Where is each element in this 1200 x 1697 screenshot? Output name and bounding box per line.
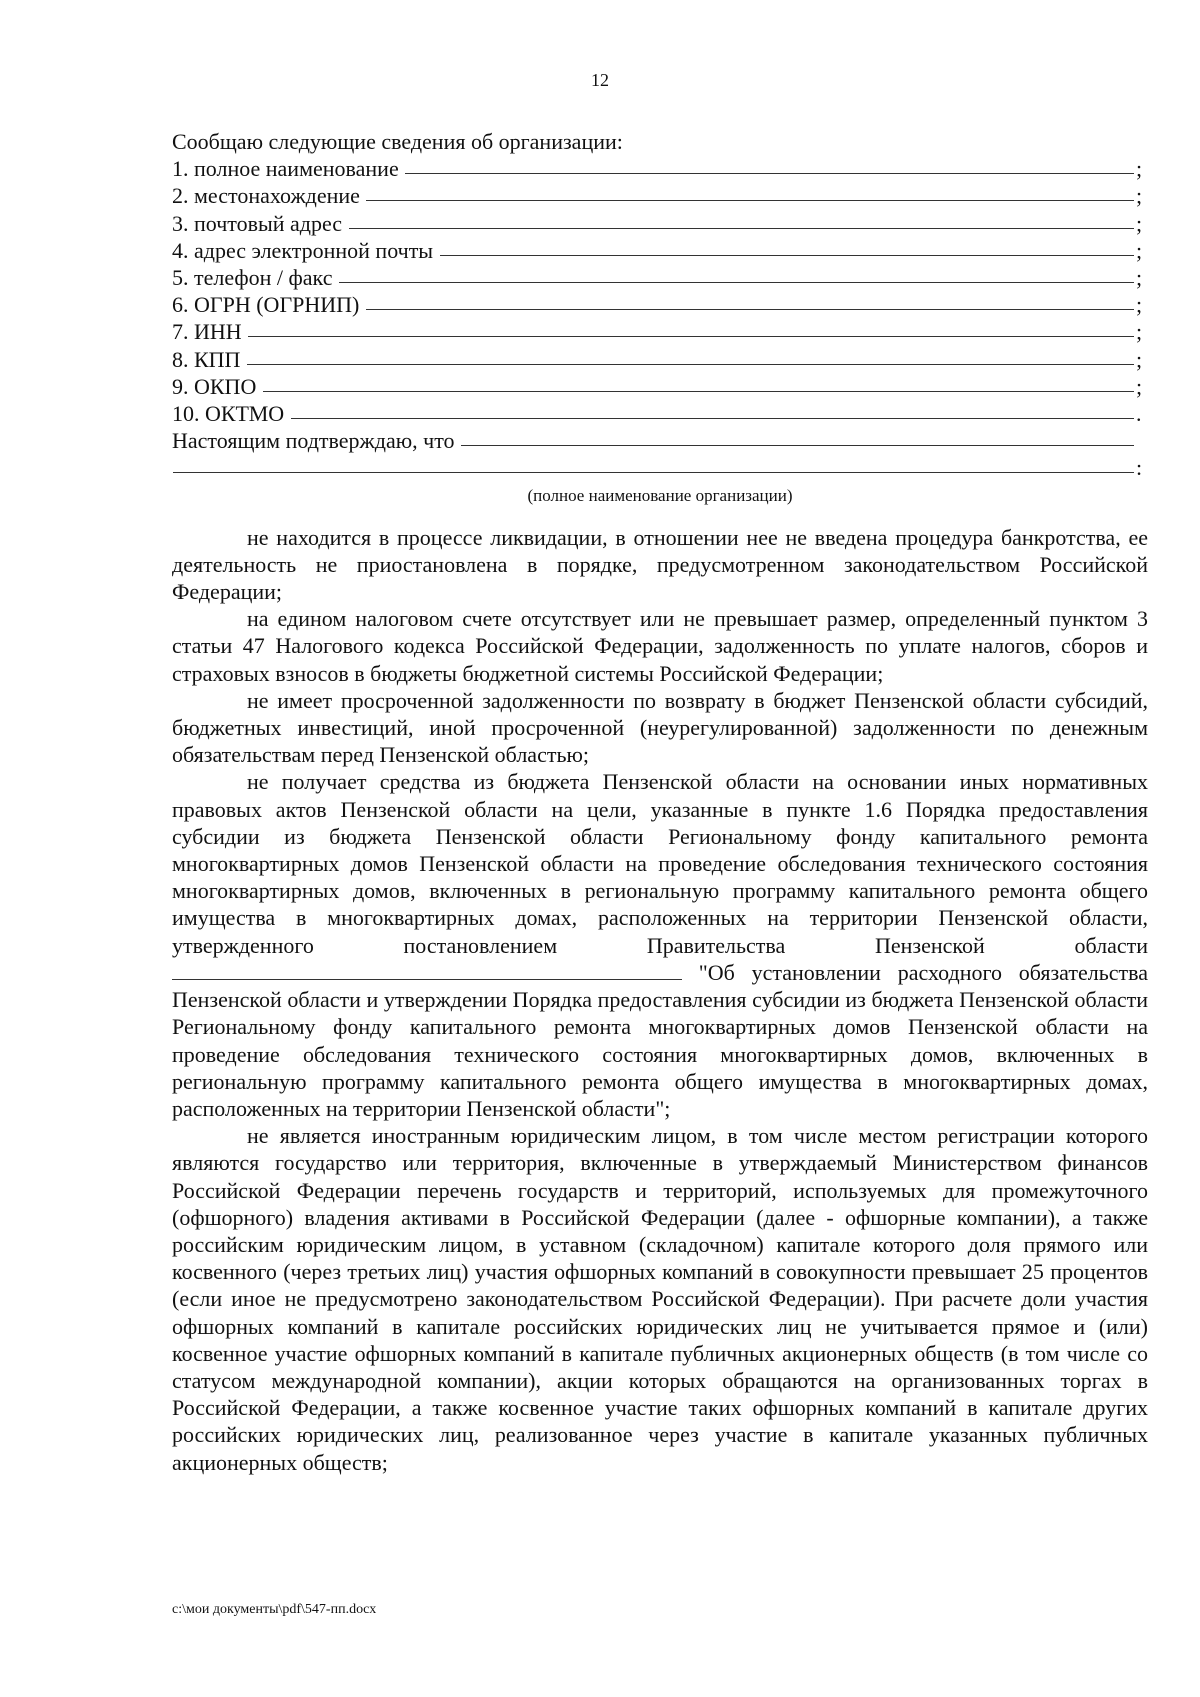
field-label: 4. адрес электронной почты <box>172 237 439 263</box>
fill-in-blank <box>263 373 1134 392</box>
field-line-email <box>172 237 1148 264</box>
field-label: 10. ОКТМО <box>172 401 290 427</box>
confirm-label: Настоящим подтверждаю, что <box>172 428 461 454</box>
field-label: 9. ОКПО <box>172 373 262 399</box>
fill-in-blank <box>291 400 1134 419</box>
organization-name-caption: (полное наименование организации) <box>527 485 793 505</box>
paragraph-budget-funds <box>172 768 1148 1122</box>
fill-in-blank <box>248 318 1134 337</box>
resolution-blank <box>172 963 682 980</box>
field-line-full-name <box>172 155 1148 182</box>
field-label: 1. полное наименование <box>172 156 405 182</box>
field-terminator: ; <box>1136 346 1143 372</box>
document-body <box>172 128 1148 1476</box>
field-label: 3. почтовый адрес <box>172 210 348 236</box>
field-line-phone-fax <box>172 264 1148 291</box>
fill-in-blank <box>405 155 1134 174</box>
field-label: 2. местонахождение <box>172 183 366 209</box>
field-label: 6. ОГРН (ОГРНИП) <box>172 292 365 318</box>
field-line-postal-address <box>172 210 1148 237</box>
fill-in-blank <box>366 291 1134 310</box>
field-line-inn <box>172 318 1148 345</box>
field-terminator: ; <box>1136 265 1143 291</box>
fill-in-blank <box>349 210 1134 229</box>
field-terminator: ; <box>1136 156 1143 182</box>
field-line-okpo <box>172 373 1148 400</box>
field-line-ogrn <box>172 291 1148 318</box>
fill-in-blank <box>440 237 1134 256</box>
paragraph-tax-debt: на едином налоговом счете отсутствует или не превышает размер, определенный пунктом 3 статьи 47 Налогового кодекса Российской Федерации, задолженность по уплате налогов, сборов и страховых взносов в бюджеты бюджетной системы Российской Федерации; <box>172 606 1148 686</box>
field-line-kpp <box>172 346 1148 373</box>
fill-in-blank <box>461 427 1134 446</box>
field-terminator: ; <box>1136 292 1143 318</box>
field-terminator: ; <box>1136 319 1143 345</box>
confirm-line <box>172 427 1148 454</box>
field-label: 7. ИНН <box>172 319 248 345</box>
confirm-line-2 <box>172 454 1148 481</box>
field-terminator: : <box>1136 455 1143 481</box>
fill-in-blank <box>247 346 1134 365</box>
field-line-location <box>172 182 1148 209</box>
fill-in-blank <box>339 264 1134 283</box>
field-terminator: ; <box>1136 183 1143 209</box>
field-label: 5. телефон / факс <box>172 265 338 291</box>
field-terminator: ; <box>1136 237 1143 263</box>
paragraph-offshore: не является иностранным юридическим лицом, в том числе местом регистрации которого являются государство или территория, включенные в утверждаемый Министерством финансов Российской Федерации перечень государств и территорий, используемых для промежуточного (офшорного) владения активами в Российской Федерации (далее - офшорные компании), а также российским юридическим лицом, в уставном (складочном) капитале которого доля прямого или косвенного (через третьих лиц) участия офшорных компаний в совокупности превышает 25 процентов (если иное не предусмотрено законодательством Российской Федерации). При расчете доли участия офшорных компаний в капитале российских юридических лиц не учитывается прямое и (или) косвенное участие офшорных компаний в капитале публичных акционерных обществ (в том числе со статусом международной компании), акции которых обращаются на организованных торгах в Российской Федерации, а также косвенное участие таких офшорных компаний в капитале других российских юридических лиц, реализованное через участие в капитале указанных публичных акционерных обществ; <box>172 1123 1148 1475</box>
fill-in-blank <box>173 454 1134 473</box>
field-line-oktmo <box>172 400 1148 427</box>
paragraph-overdue-debt: не имеет просроченной задолженности по возврату в бюджет Пензенской области субсидий, бюджетных инвестиций, иной просроченной (неурегулированной) задолженности по денежным обязательствам перед Пензенской областью; <box>172 687 1148 768</box>
field-terminator: ; <box>1136 373 1143 399</box>
page-number: 12 <box>591 70 609 90</box>
intro-text: Сообщаю следующие сведения об организации: <box>172 129 623 154</box>
paragraph-budget-funds-text-2: "Об установлении расходного обязательства Пензенской области и утверждении Порядка предоставления субсидии из бюджета Пензенской области Региональному фонду капитального ремонта многоквартирных домов Пензенской области на проведение обследования технического состояния многоквартирных домов, включенных в региональную программу капитального ремонта общего имущества в многоквартирных домах, расположенных на территории Пензенской области"; <box>172 959 1148 1121</box>
field-terminator: ; <box>1136 210 1143 236</box>
file-path-footer: c:\мои документы\pdf\547-пп.docx <box>172 1602 377 1617</box>
field-terminator: . <box>1136 401 1142 427</box>
field-label: 8. КПП <box>172 346 246 372</box>
paragraph-liquidation: не находится в процессе ликвидации, в отношении нее не введена процедура банкротства, ее деятельность не приостановлена в порядке, предусмотренном законодательством Российской Федерации; <box>172 524 1148 605</box>
paragraph-budget-funds-text-1: не получает средства из бюджета Пензенской области на основании иных нормативных правовых актов Пензенской области на цели, указанные в пункте 1.6 Порядка предоставления субсидии из бюджета Пензенской области Региональному фонду капитального ремонта многоквартирных домов Пензенской области на проведение обследования технического состояния многоквартирных домов, включенных в региональную программу капитального ремонта общего имущества в многоквартирных домах, расположенных на территории Пензенской области, утвержденного постановлением Правительства Пензенской области <box>172 769 1148 958</box>
fill-in-blank <box>366 182 1134 201</box>
